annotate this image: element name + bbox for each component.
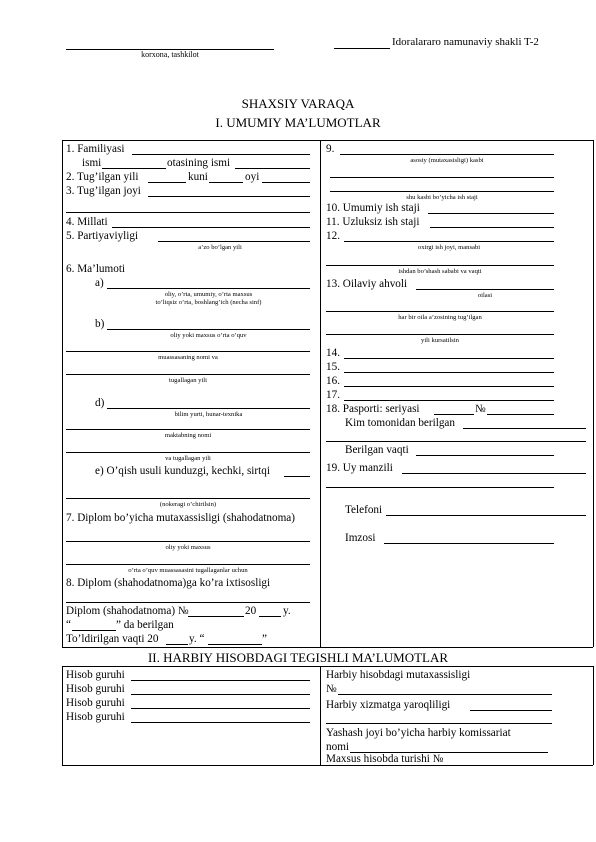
education-d-caption-1: bilim yurti, hunar-texnika [174, 411, 243, 418]
party-caption: a’zo bo’lgan yili [198, 244, 242, 251]
account-group-label-1: Hisob guruhi [66, 669, 125, 681]
birth-day-field[interactable] [209, 182, 243, 183]
birth-year-field[interactable] [148, 182, 186, 183]
issue-date-label: Berilgan vaqti [345, 444, 409, 456]
account-group-label-4: Hisob guruhi [66, 711, 125, 723]
commissariat-name-label: nomi [326, 741, 349, 753]
passport-series-label: 18. Pasporti: seriyasi [326, 403, 420, 415]
issued-by-field[interactable] [463, 428, 586, 429]
box1-top-border [62, 140, 593, 141]
account-group-field-3[interactable] [131, 708, 310, 709]
profession-stage-caption: shu kasbi bo’yicha ish staji [406, 194, 478, 201]
section2-title: II. HARBIY HISOBDAGI TEGISHLI MA’LUMOTLAR [147, 650, 449, 665]
birth-month-field[interactable] [262, 182, 310, 183]
education-d-field-2[interactable] [66, 429, 310, 430]
total-experience-label: 10. Umumiy ish staji [326, 202, 420, 214]
passport-number-label: № [475, 403, 486, 415]
section1-title: I. UMUMIY MA’LUMOTLAR [215, 115, 381, 130]
last-job-caption: oxirgi ish joyi, mansabi [417, 244, 481, 251]
service-fitness-field-2[interactable] [326, 723, 552, 724]
phone-label: Telefoni [345, 504, 383, 516]
education-d-field[interactable] [107, 408, 310, 409]
item-16-label: 16. [326, 375, 340, 387]
education-a-label: a) [95, 277, 104, 289]
surname-field[interactable] [132, 154, 310, 155]
patronymic-label: otasining ismi [167, 157, 231, 169]
specialty-field-2[interactable] [66, 564, 310, 565]
item-16-field[interactable] [344, 386, 554, 387]
last-job-field[interactable] [344, 241, 554, 242]
issued-by-field-2[interactable] [326, 441, 586, 442]
box1-left-border [62, 140, 63, 647]
education-b-caption-3: tugallagan yili [169, 377, 207, 384]
qualification-field[interactable] [66, 602, 310, 603]
nationality-field[interactable] [112, 227, 310, 228]
issued-label: ” da berilgan [116, 619, 174, 631]
filled-date-close: ” [262, 633, 267, 645]
profession-caption: asosiy (mutaxasisligi) kasbi [410, 157, 484, 164]
item-17-field[interactable] [344, 400, 554, 401]
account-group-field-1[interactable] [131, 680, 310, 681]
special-register-label: Maxsus hisobda turishi № [326, 753, 444, 765]
education-label: 6. Ma’lumoti [66, 263, 126, 275]
account-group-label-2: Hisob guruhi [66, 683, 125, 695]
family-members-caption: har bir oila a’zosining tug’ilgan [398, 314, 482, 321]
education-d-field-3[interactable] [66, 452, 310, 453]
passport-number-field[interactable] [487, 414, 554, 415]
party-label: 5. Partiyaviyligi [66, 230, 139, 242]
address-field[interactable] [402, 473, 586, 474]
birth-day-label: kuni [188, 171, 208, 183]
continuous-experience-label: 11. Uzluksiz ish staji [326, 216, 420, 228]
education-b-field[interactable] [107, 329, 310, 330]
issue-date-field[interactable] [416, 455, 554, 456]
box1-right-border [593, 140, 594, 647]
education-b-caption-1: oliy yoki maxsus o’rta o’quv [170, 332, 247, 339]
family-members-field[interactable] [326, 311, 554, 312]
education-d-caption-3: va tugallagan yili [165, 455, 211, 462]
box2-left-border [62, 666, 63, 765]
diploma-year-suffix: y. [283, 605, 291, 617]
education-b-field-2[interactable] [66, 351, 310, 352]
account-group-field-2[interactable] [131, 694, 310, 695]
box2-divider [320, 666, 321, 765]
box1-bottom-border [62, 647, 593, 648]
study-mode-caption: (nokeragi o’chirilsin) [159, 501, 217, 508]
diploma-year-field[interactable] [259, 616, 281, 617]
education-b-caption-2: muassasaning nomi va [158, 354, 218, 361]
study-mode-field-2[interactable] [66, 498, 310, 499]
profession-stage-field[interactable] [330, 191, 554, 192]
profession-field-2[interactable] [330, 177, 554, 178]
item-14-field[interactable] [344, 358, 554, 359]
education-a-caption-1: oliy, o’rta, umumiy, o’rta maxsus [164, 291, 253, 298]
address-label: 19. Uy manzili [326, 462, 393, 474]
specialty-caption-2: o’rta o’quv muassasasini tugallaganlar uchun [128, 567, 248, 574]
party-field[interactable] [158, 241, 310, 242]
box2-right-border [593, 666, 594, 765]
last-job-field-2[interactable] [326, 265, 554, 266]
filled-date-mid: y. “ [189, 633, 205, 645]
military-number-field[interactable] [338, 694, 552, 695]
account-group-field-4[interactable] [131, 722, 310, 723]
education-b-field-3[interactable] [66, 374, 310, 375]
filled-day-field[interactable] [208, 644, 262, 645]
item-17-label: 17. [326, 389, 340, 401]
specialty-label: 7. Diplom bo’yicha mutaxassisligi (shahodatnoma) [66, 512, 295, 524]
name-label: ismi [82, 157, 102, 169]
name-field[interactable] [102, 168, 166, 169]
education-d-label: d) [95, 397, 105, 409]
box2-top-border [62, 666, 593, 667]
education-d-caption-2: maktabning nomi [164, 432, 212, 439]
birth-year-label: 2. Tug’ilgan yili [66, 171, 139, 183]
service-fitness-field[interactable] [470, 710, 552, 711]
last-job-caption-2: ishdan bo’shash sababi va vaqti [398, 268, 482, 275]
diploma-year-prefix: 20 [245, 605, 257, 617]
birthplace-field-2[interactable] [66, 212, 310, 213]
marital-status-caption: oilasi [477, 292, 493, 299]
box1-divider [320, 140, 321, 647]
diploma-number-field[interactable] [188, 616, 244, 617]
signature-label: Imzosi [345, 532, 376, 544]
issued-date-field[interactable] [72, 630, 116, 631]
item-15-field[interactable] [344, 372, 554, 373]
birthplace-label: 3. Tug’ilgan joyi [66, 185, 141, 197]
specialty-caption-1: oliy yoki maxsus [165, 544, 211, 551]
surname-label: 1. Familiyasi [66, 143, 125, 155]
item-14-label: 14. [326, 347, 340, 359]
form-label: Idoralararo namunaviy shakli T-2 [392, 36, 539, 48]
issued-by-label: Kim tomonidan berilgan [345, 417, 455, 429]
nationality-label: 4. Millati [66, 216, 108, 228]
filled-year-field[interactable] [166, 644, 188, 645]
org-caption: korxona, tashkilot [141, 50, 199, 59]
passport-series-field[interactable] [434, 414, 474, 415]
birthplace-field[interactable] [148, 196, 310, 197]
family-members-caption-2: yili kursatilsin [421, 337, 459, 344]
item-15-label: 15. [326, 361, 340, 373]
page-title: SHAXSIY VARAQA [241, 96, 355, 111]
family-members-field-2[interactable] [326, 334, 554, 335]
specialty-field[interactable] [66, 541, 310, 542]
commissariat-label: Yashash joyi bo’yicha harbiy komissariat [326, 727, 511, 739]
marital-status-field[interactable] [416, 289, 554, 290]
form-number-line[interactable] [334, 48, 390, 49]
service-fitness-label: Harbiy xizmatga yaroqliligi [326, 699, 451, 711]
marital-status-label: 13. Oilaviy ahvoli [326, 278, 408, 290]
total-experience-field[interactable] [428, 213, 554, 214]
military-number-label: № [326, 683, 337, 695]
address-field-2[interactable] [326, 487, 554, 488]
last-job-label: 12. [326, 230, 340, 242]
education-a-field[interactable] [107, 288, 310, 289]
study-mode-label: e) O’qish usuli kunduzgi, kechki, sirtqi [95, 465, 270, 477]
account-group-label-3: Hisob guruhi [66, 697, 125, 709]
qualification-label: 8. Diplom (shahodatnoma)ga ko’ra ixtisosligi [66, 577, 271, 589]
education-a-caption-2: to’liqsiz o’rta, boshlang’ich (necha sinf) [155, 299, 262, 306]
study-mode-field[interactable] [284, 476, 310, 477]
military-specialty-label: Harbiy hisobdagi mutaxassisligi [326, 669, 471, 681]
diploma-number-label: Diplom (shahodatnoma) № [66, 605, 189, 617]
phone-field[interactable] [386, 515, 586, 516]
continuous-experience-field[interactable] [430, 227, 554, 228]
signature-field[interactable] [384, 543, 554, 544]
profession-label: 9. [326, 143, 335, 155]
education-b-label: b) [95, 318, 105, 330]
profession-field[interactable] [340, 154, 554, 155]
issued-open-quote: “ [66, 619, 71, 631]
patronymic-field[interactable] [235, 168, 310, 169]
birth-month-label: oyi [245, 171, 260, 183]
filled-date-label: To’ldirilgan vaqti 20 [66, 633, 159, 645]
